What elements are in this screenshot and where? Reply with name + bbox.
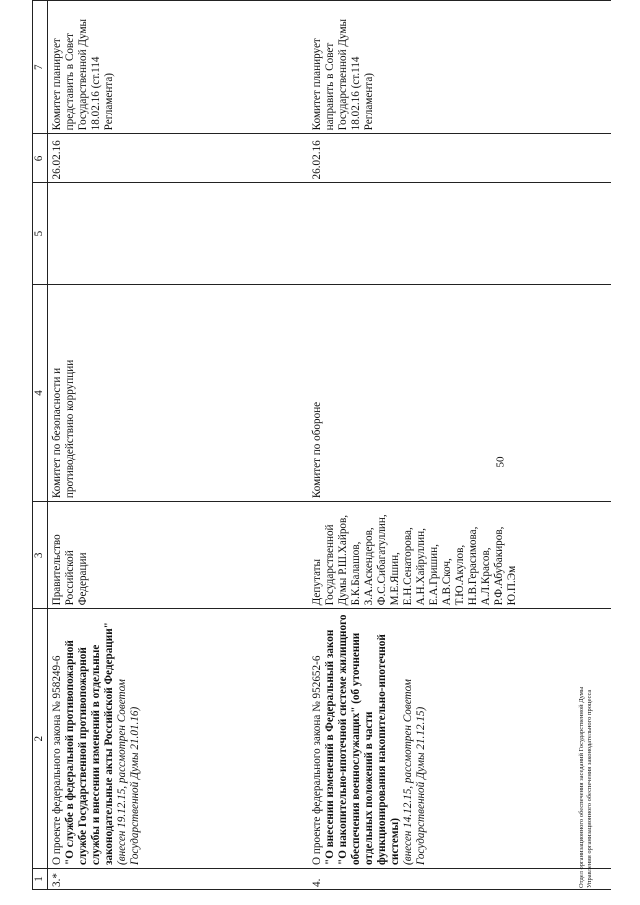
date-cell: 26.02.16 bbox=[48, 134, 300, 183]
column-header-4: 4 bbox=[33, 284, 48, 501]
table-row bbox=[48, 1, 300, 890]
bills-table bbox=[32, 0, 611, 890]
column-header-7: 7 bbox=[33, 1, 48, 134]
column-header-3: 3 bbox=[33, 502, 48, 609]
author-cell: Депутаты Государственной Думы Р.Ш.Хайров, Б.К.Балашов, З.А.Аскендеров, Ф.С.Сибагатуллин, М.Е.Яшин, Е.Н.Сенаторова, А.Н.Хайруллин, Е.А.Гришин, А.В.Скоч, Т.Ю.Акулов, Н.В.Герасимова, А.Л.Красов, Р.Ф.Абубакиров, Ю.П.Эм bbox=[299, 502, 611, 609]
column-5-cell bbox=[299, 183, 611, 284]
bill-title: "О службе в федеральной противопожарной службе Государственной противопожарной службы и внесении изменений в отдельные законодательные акты Российской Федерации" bbox=[64, 622, 115, 865]
bill-intro: О проекте федерального закона № 958249-6 bbox=[51, 655, 63, 865]
row-number: 4. bbox=[299, 868, 611, 889]
committee-cell: Комитет по безопасности и противодействию коррупции bbox=[48, 284, 300, 501]
footer-line-1: Отдел организационного обеспечения заседаний Государственной Думы bbox=[578, 686, 585, 888]
column-header-row bbox=[33, 1, 48, 890]
column-5-cell bbox=[48, 183, 300, 284]
date-cell: 26.02.16 bbox=[299, 134, 611, 183]
table-row bbox=[299, 1, 611, 890]
footer-line-2: Управления организационного обеспечения законодательного процесса bbox=[586, 689, 593, 888]
bill-description-cell bbox=[48, 609, 300, 869]
remark-cell: Комитет планирует представить в Совет Государственной Думы 18.02.16 (ст.114 Регламента) bbox=[48, 1, 300, 134]
remark-cell: Комитет планирует направить в Совет Государственной Думы 18.02.16 (ст.114 Регламента) bbox=[299, 1, 611, 134]
column-header-5: 5 bbox=[33, 183, 48, 284]
page-number: 50 bbox=[494, 456, 507, 468]
bill-note: (внесен 19.12.15, рассмотрен Советом Государственной Думы 21.01.16) bbox=[116, 679, 141, 865]
author-cell: Правительство Российской Федерации bbox=[48, 502, 300, 609]
row-number: 3.* bbox=[48, 868, 300, 889]
column-header-2: 2 bbox=[33, 609, 48, 869]
bill-note: (внесен 14.12.15, рассмотрен Советом Государственной Думы 21.12.15) bbox=[402, 679, 427, 865]
bill-description-cell bbox=[299, 609, 611, 869]
committee-cell: Комитет по обороне bbox=[299, 284, 611, 501]
column-header-6: 6 bbox=[33, 134, 48, 183]
column-header-1: 1 bbox=[33, 868, 48, 889]
bill-title: "О внесении изменений в Федеральный закон "О накопительно-ипотечной системе жилищного обеспечения военнослужащих" (об уточнении отдельных положений в части функционирования накопительно-ипотечной системы) bbox=[324, 614, 401, 865]
bill-intro: О проекте федерального закона № 952652-6 bbox=[311, 655, 323, 865]
